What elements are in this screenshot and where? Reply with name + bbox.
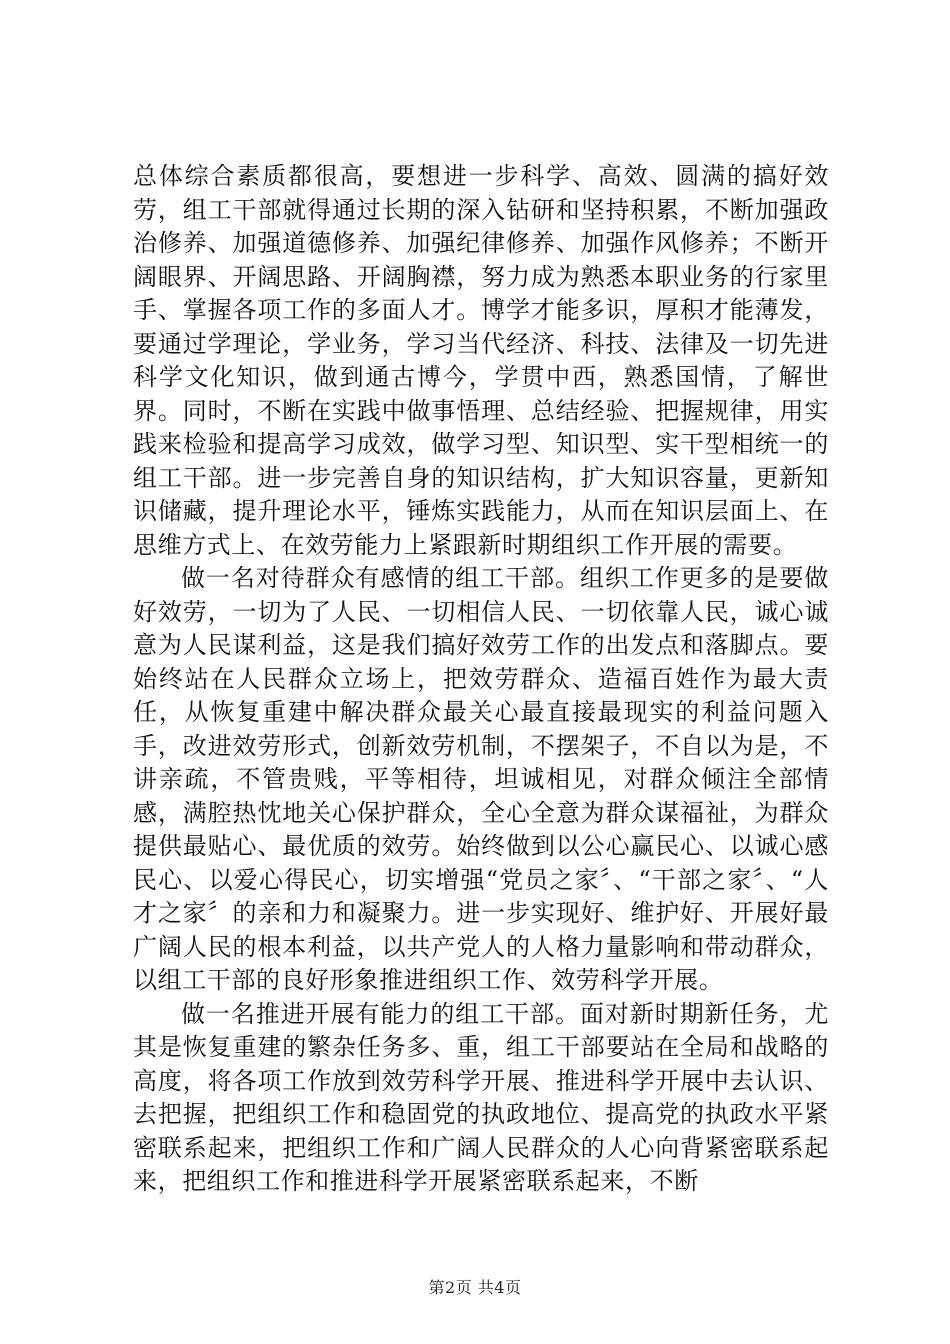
paragraph-1: 总体综合素质都很高，要想进一步科学、高效、圆满的搞好效劳，组工干部就得通过长期的深入钻研和坚持积累，不断加强政治修养、加强道德修养、加强纪律修养、加强作风修养；不断开阔眼界、开阔思路、开阔胸襟，努力成为熟悉本职业务的行家里手、掌握各项工作的多面人才。博学才能多识，厚积才能薄发，要通过学理论，学业务，学习当代经济、科技、法律及一切先进科学文化知识，做到通古博今，学贯中西，熟悉国情，了解世界。同时，不断在实践中做事悟理、总结经验、把握规律，用实践来检验和提高学习成效，做学习型、知识型、实干型相统一的组工干部。进一步完善自身的知识结构，扩大知识容量，更新知识储藏，提升理论水平，锤炼实践能力，从而在知识层面上、在思维方式上、在效劳能力上紧跟新时期组织工作开展的需要。 xyxy=(133,162,829,559)
page-number-footer: 第2页 共4页 xyxy=(428,1278,522,1297)
paragraph-3: 做一名推进开展有能力的组工干部。面对新时期新任务，尤其是恢复重建的繁杂任务多、重，组工干部要站在全局和战略的高度，将各项工作放到效劳科学开展、推进科学开展中去认识、去把握，把组织工作和稳固党的执政地位、提高党的执政水平紧密联系起来，把组织工作和广阔人民群众的人心向背紧密联系起来，把组织工作和推进科学开展紧密联系起来，不断 xyxy=(133,999,829,1195)
document-body xyxy=(133,160,829,1199)
paragraph-2: 做一名对待群众有感情的组工干部。组织工作更多的是要做好效劳，一切为了人民、一切相信人民、一切依靠人民，诚心诚意为人民谋利益，这是我们搞好效劳工作的出发点和落脚点。要始终站在人民群众立场上，把效劳群众、造福百姓作为最大责任，从恢复重建中解决群众最关心最直接最现实的利益问题入手，改进效劳形式，创新效劳机制，不摆架子，不自以为是，不讲亲疏，不管贵贱，平等相待，坦诚相见，对群众倾注全部情感，满腔热忱地关心保护群众，全心全意为群众谋福祉，为群众提供最贴心、最优质的效劳。始终做到以公心赢民心、以诚心感民心、以爱心得民心，切实增强“党员之家〞、“干部之家〞、“人才之家〞的亲和力和凝聚力。进一步实现好、维护好、开展好最广阔人民的根本利益，以共产党人的人格力量影响和带动群众，以组工干部的良好形象推进组织工作、效劳科学开展。 xyxy=(133,564,829,994)
